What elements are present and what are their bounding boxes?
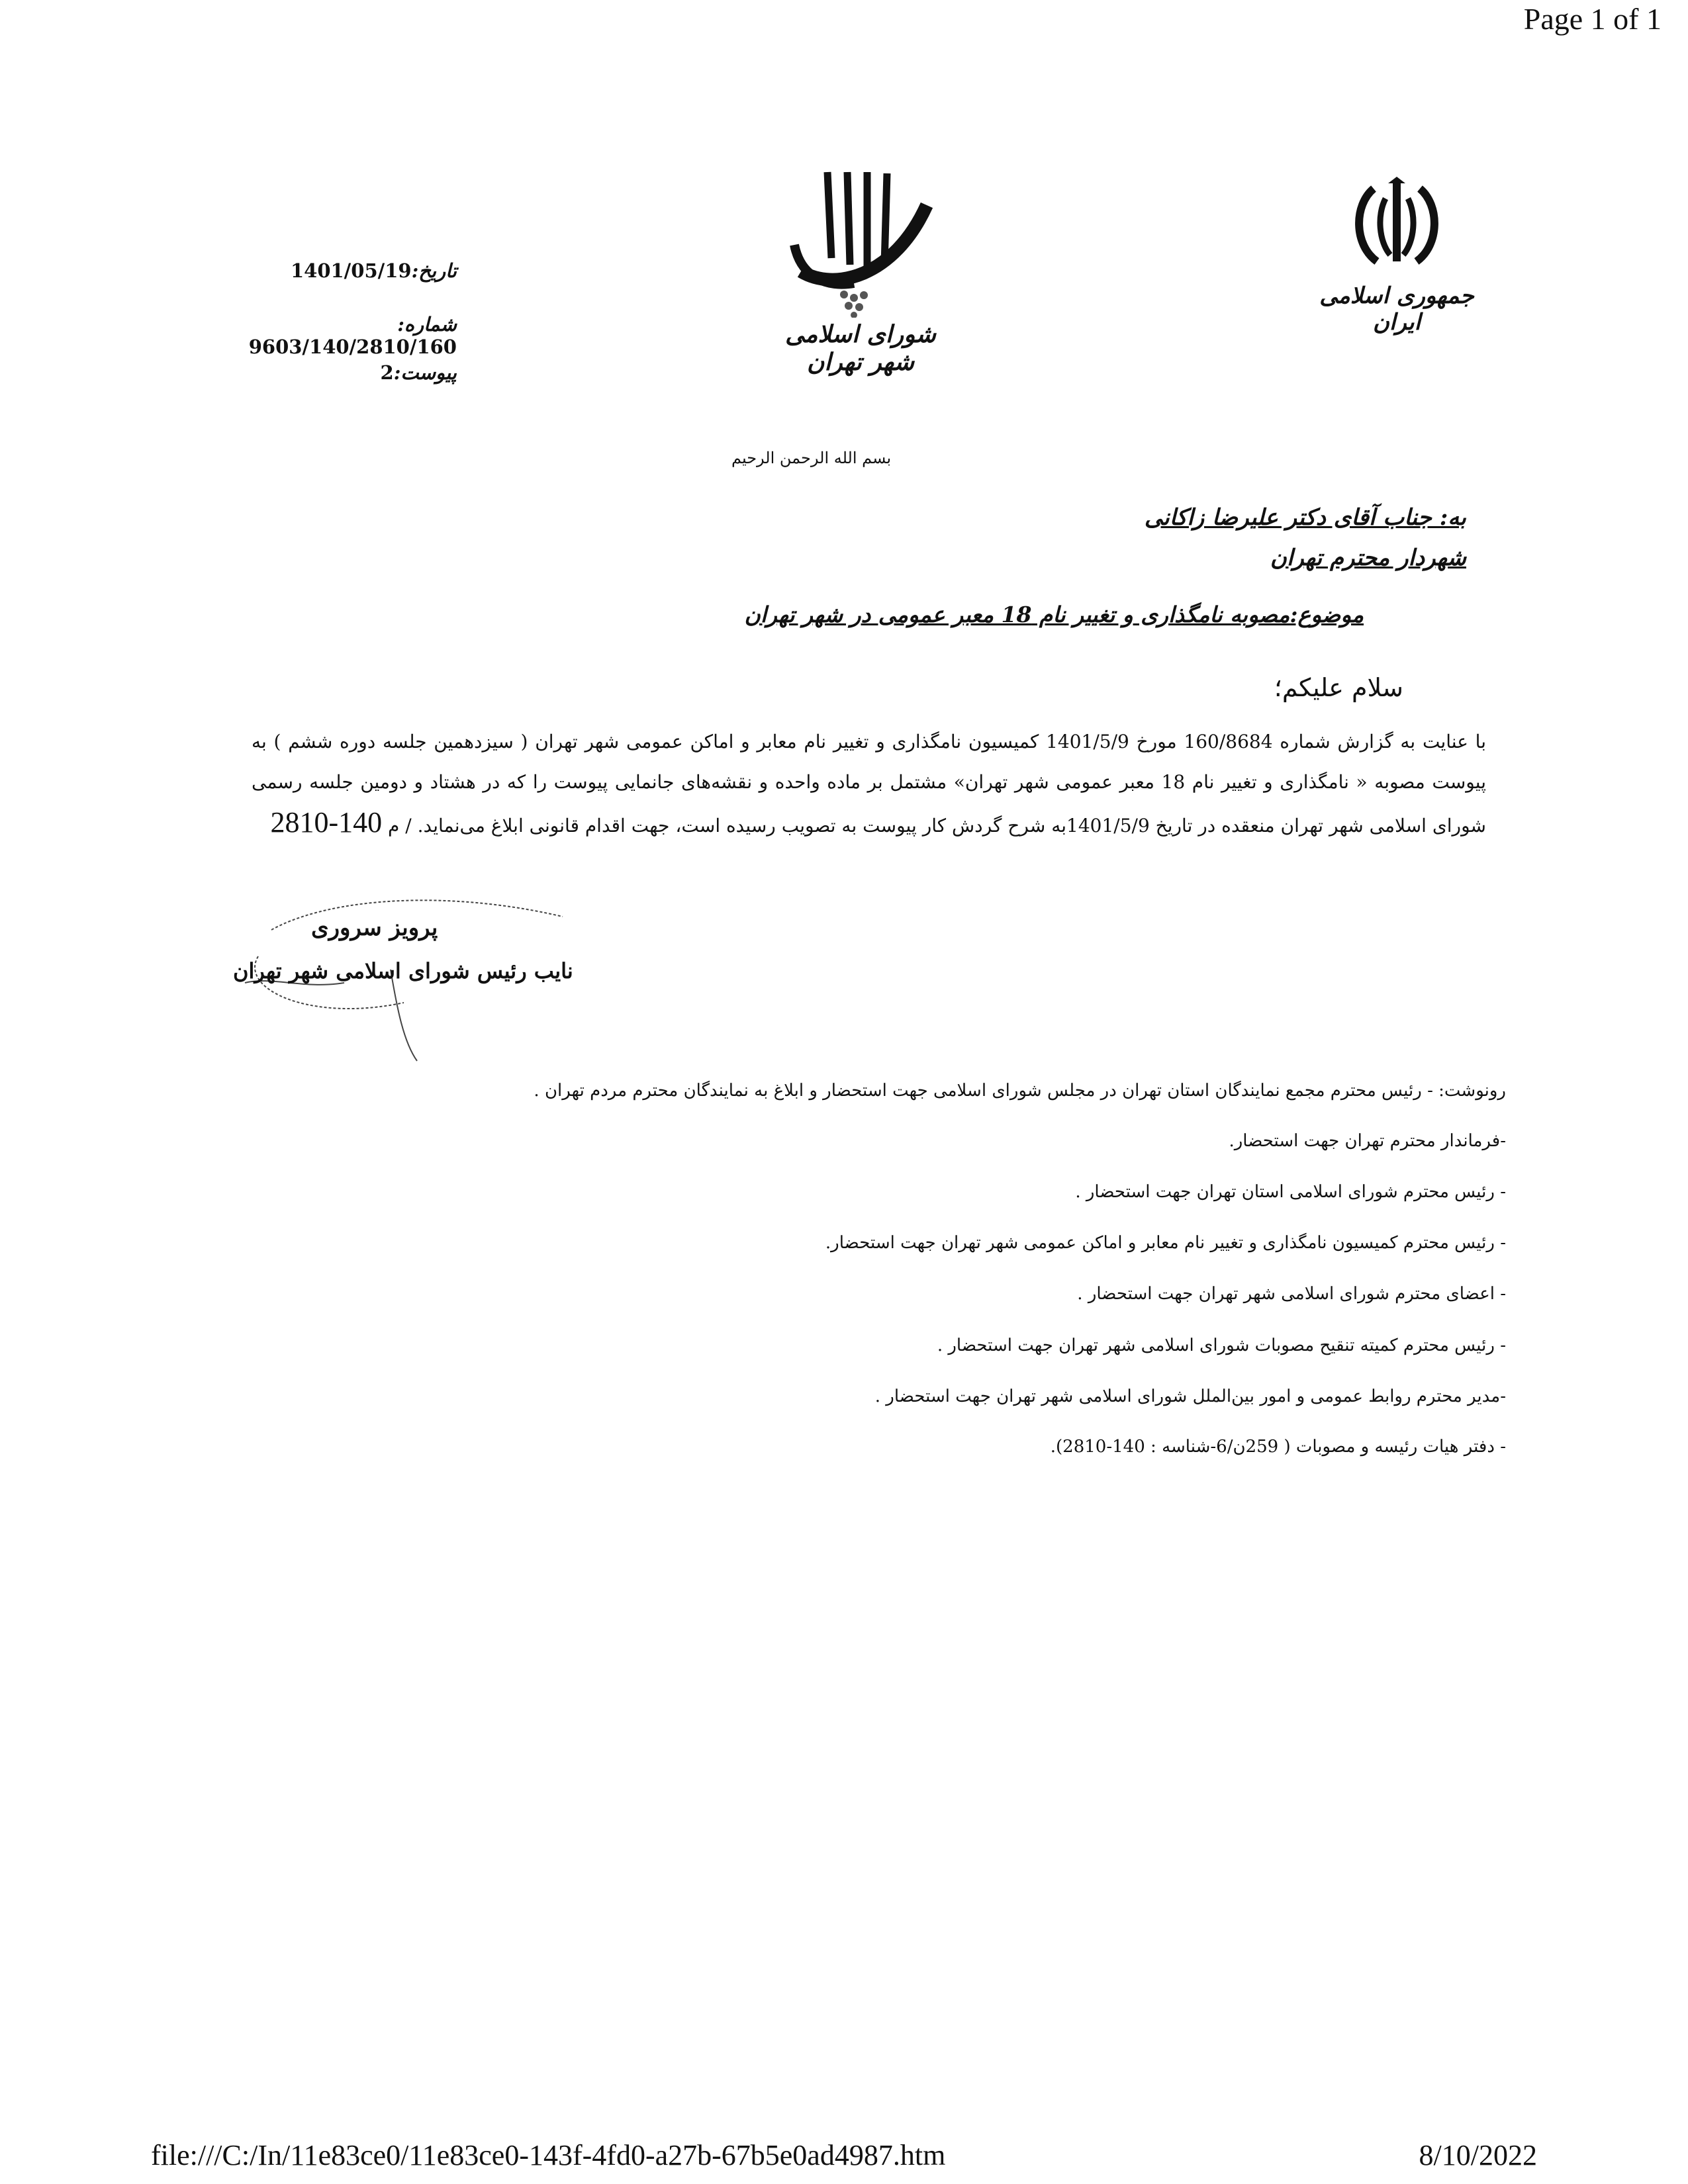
cc-item: - اعضای محترم شورای اسلامی شهر تهران جهت استحضار . [1077,1284,1506,1304]
date-label: تاریخ: [411,259,457,282]
cc-item: رونوشت: - رئیس محترم مجمع نمایندگان استان تهران در مجلس شورای اسلامی جهت استحضار و ابلاغ به نمایندگان محترم مردم تهران . [534,1081,1506,1101]
attachment-value: 2 [380,361,394,384]
number-value: 9603/140/2810/160 [248,336,457,358]
cc-item: - رئیس محترم کمیسیون نامگذاری و تغییر نام معابر و اماکن عمومی شهر تهران جهت استحضار. [825,1233,1506,1253]
letter-date [258,259,457,282]
letter-attachment [258,361,457,384]
greeting: سلام علیکم؛ [1274,673,1403,702]
iran-emblem-icon [1347,175,1446,275]
date-value: 1401/05/19 [290,259,412,282]
letter-subject: موضوع:مصوبه نامگذاری و تغییر نام 18 معبر عمومی در شهر تهران [744,602,1364,627]
signatory-title: نایب رئیس شورای اسلامی شهر تهران [233,958,573,983]
attachment-label: پیوست: [393,361,457,384]
bismillah: بسم الله الرحمن الرحیم [731,449,892,467]
council-caption: شورای اسلامی شهر تهران [785,320,936,376]
cc-item: - رئیس محترم شورای اسلامی استان تهران جهت استحضار . [1075,1182,1506,1202]
print-page-number: Page 1 of 1 [1523,2,1662,36]
cc-item: -مدیر محترم روابط عمومی و امور بین‌الملل شورای اسلامی شهر تهران جهت استحضار . [874,1387,1506,1406]
cc-item: - رئیس محترم کمیته تنقیح مصوبات شورای اسلامی شهر تهران جهت استحضار . [937,1336,1506,1355]
letter-body [252,721,1486,846]
number-label: شماره: [397,313,457,336]
letter-number [248,313,457,358]
print-file-path: file:///C:/In/11e83ce0/11e83ce0-143f-4fd0-a27b-67b5e0ad4987.htm [151,2139,946,2171]
print-date: 8/10/2022 [1419,2139,1537,2171]
council-logo-icon [781,165,940,318]
addressee-name: به: جناب آقای دکتر علیرضا زاکانی [1144,504,1466,531]
iran-emblem-block [1304,175,1489,336]
signatory-name: پرویز سروری [311,915,438,941]
council-logo-block [761,165,960,376]
body-text: با عنایت به گزارش شماره 160/8684 مورخ 1401/5/9 کمیسیون نامگذاری و تغییر نام معابر و اماکن عمومی شهر تهران ( سیزدهمین جلسه دوره ششم ) به پیوست مصوبه « نامگذاری و تغییر نام 18 معبر عمومی شهر تهران» مشتمل بر ماده واحده و نقشه‌های جانمایی پیوست را که در هشتاد و دومین جلسه رسمی شورای اسلامی شهر تهران منعقده در تاریخ 1401/5/9به شرح گردش کار پیوست به تصویب رسیده است، جهت اقدام قانونی ابلاغ می‌نماید. / م [252,731,1486,837]
emblem-caption: جمهوری اسلامی ایران [1319,283,1474,336]
addressee-title: شهردار محترم تهران [1270,545,1466,571]
cc-item: -فرماندار محترم تهران جهت استحضار. [1229,1131,1506,1151]
body-ref-code: 140-2810 [270,806,383,839]
cc-item: - دفتر هیات رئیسه و مصوبات ( 259ن/6-شناسه : 140-2810). [1050,1437,1506,1457]
